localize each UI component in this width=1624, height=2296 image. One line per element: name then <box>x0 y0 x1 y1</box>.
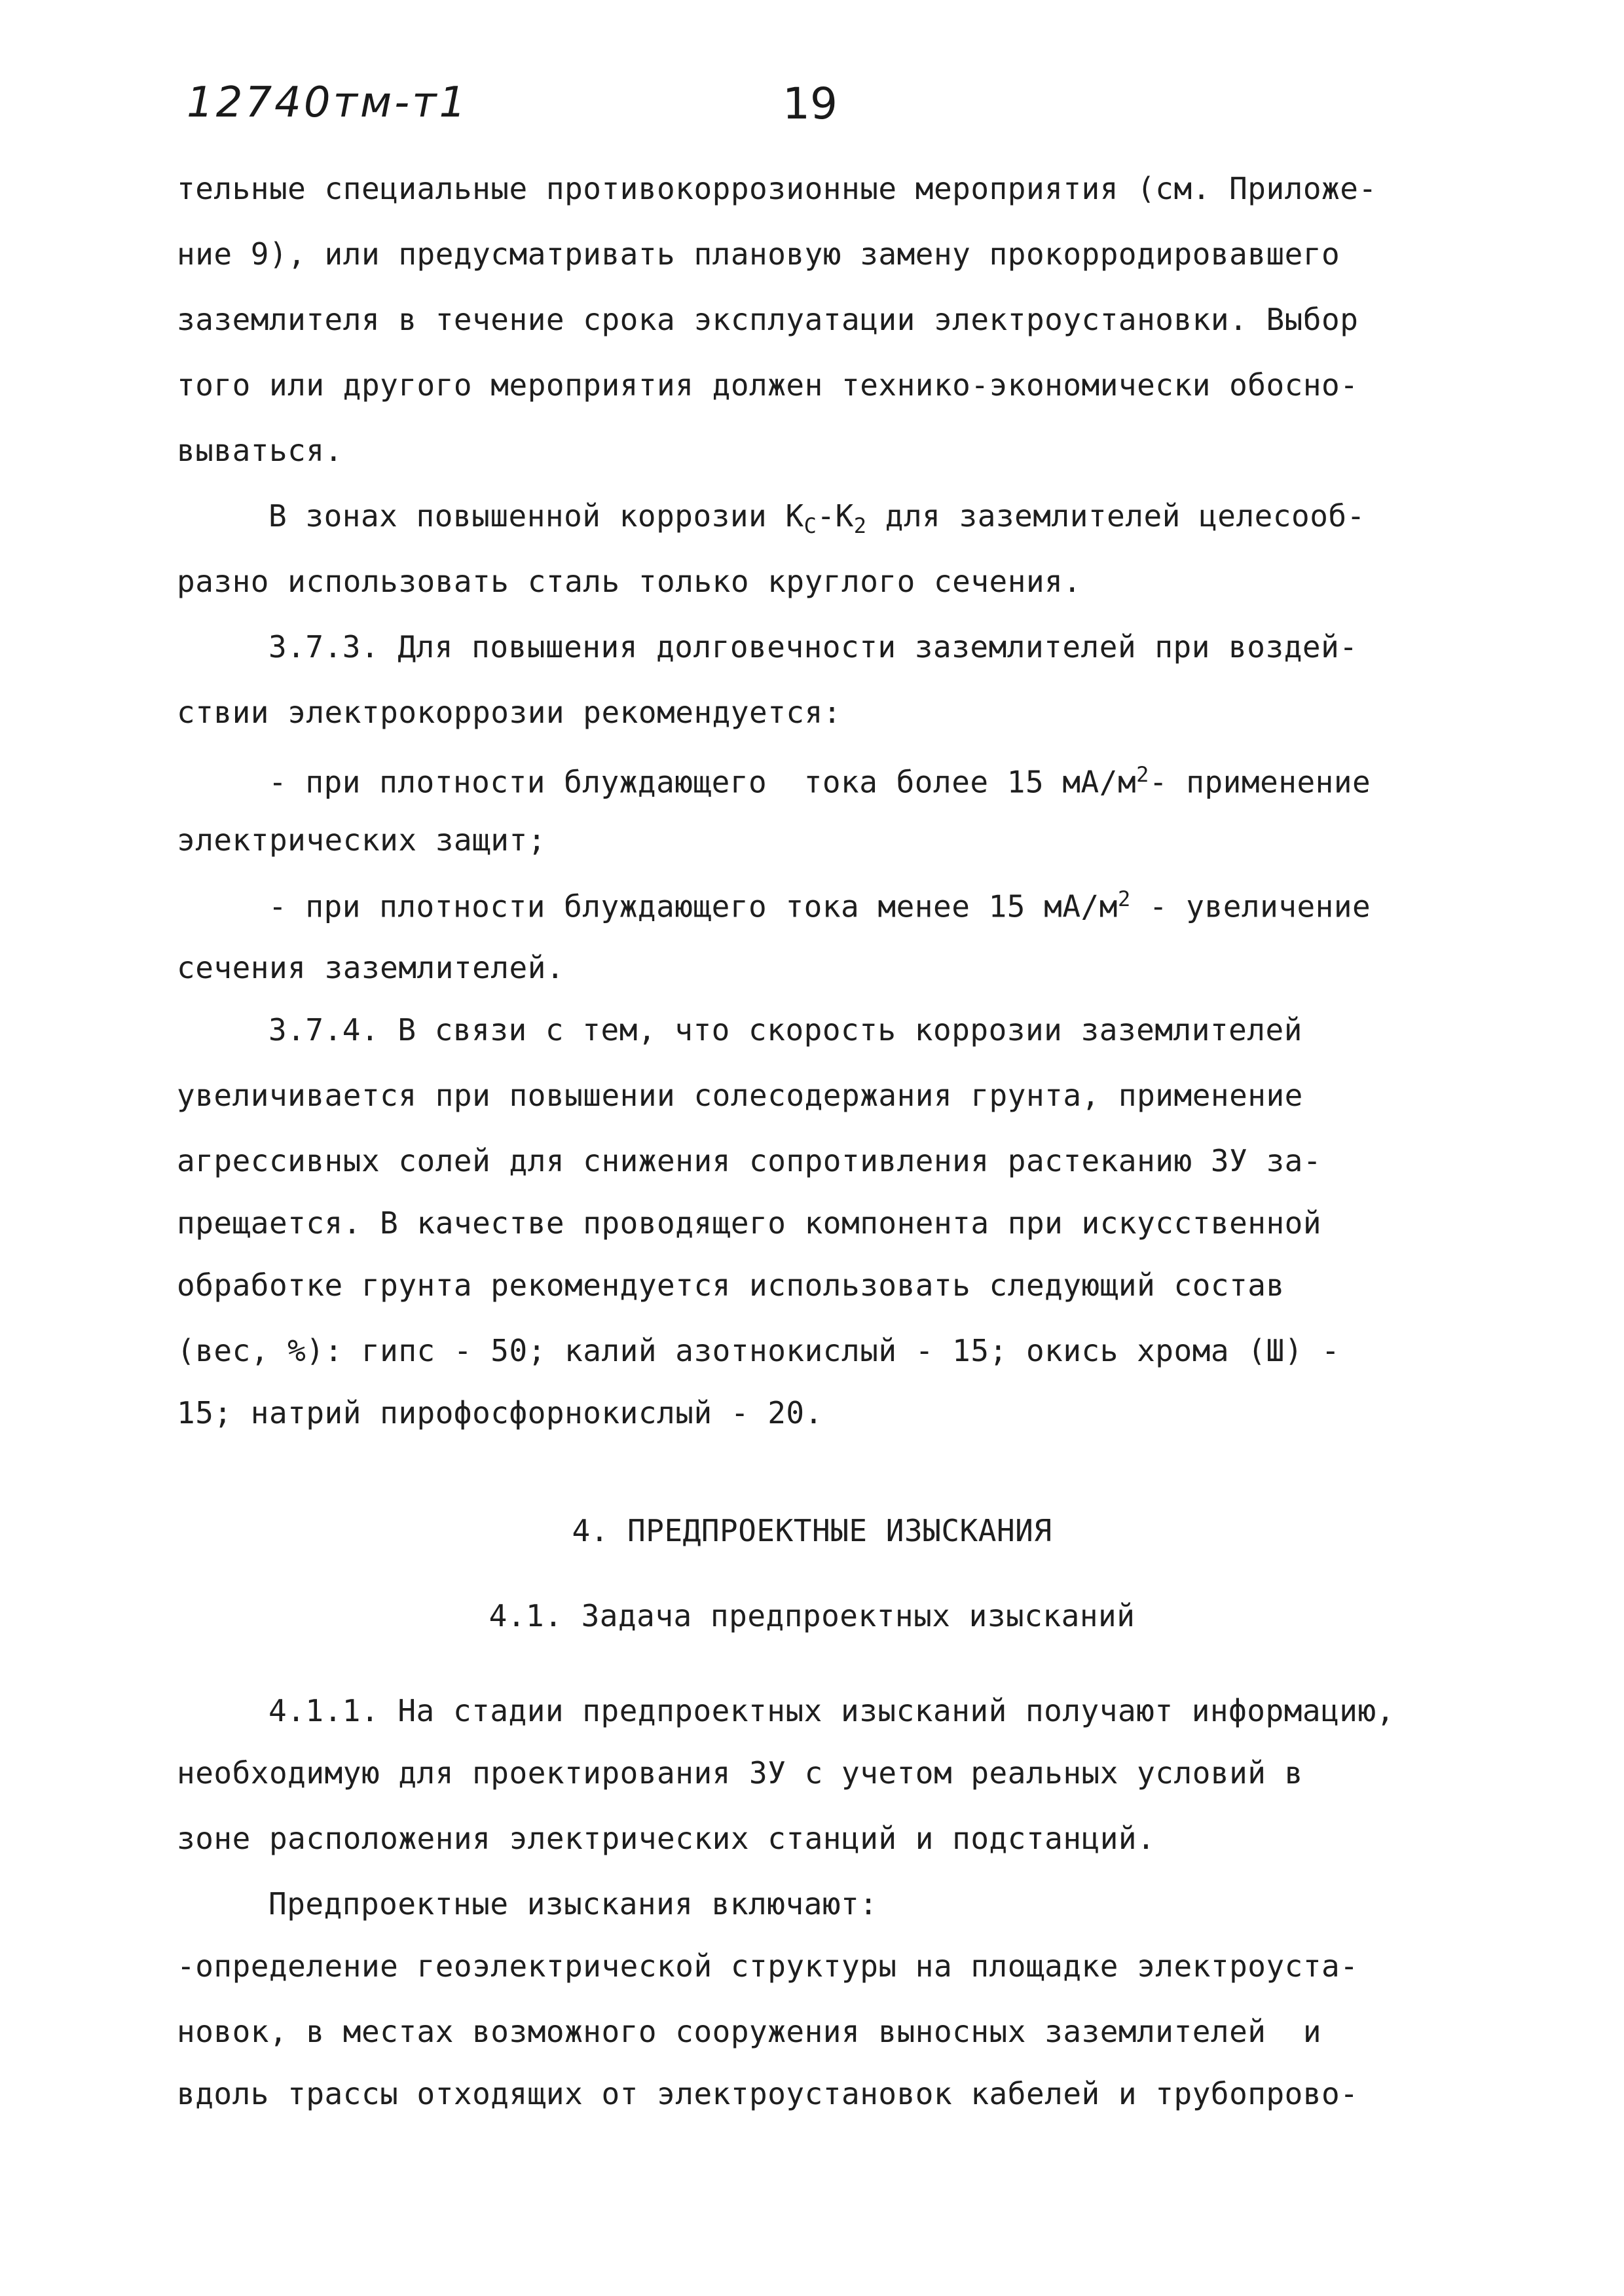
text-line: прещается. В качестве проводящего компонента при искусственной <box>177 1205 1322 1241</box>
text-line: необходимую для проектирования ЗУ с учетом реальных условий в <box>177 1755 1303 1791</box>
superscript: 2 <box>1136 762 1149 787</box>
text-segment: - при плотности блуждающего тока менее 15 мА/м <box>268 888 1118 924</box>
text-line <box>268 881 1371 924</box>
text-line <box>268 756 1371 800</box>
text-line: (вес, %): гипс - 50; калий азотнокислый - 15; окись хрома (Ш) - <box>177 1333 1340 1368</box>
text-line: ствии электрокоррозии рекомендуется: <box>177 695 841 730</box>
text-segment: для заземлителей целесооб- <box>866 498 1365 534</box>
text-line <box>268 498 1365 544</box>
text-line: разно использовать сталь только круглого сечения. <box>177 564 1082 599</box>
subscript: 2 <box>853 513 867 539</box>
text-line: обработке грунта рекомендуется использовать следующий состав <box>177 1267 1285 1303</box>
text-segment: - при плотности блуждающего тока более 15 мА/м <box>268 764 1137 800</box>
text-segment: В зонах повышенной коррозии К <box>268 498 804 534</box>
document-code: 12740тм-т1 <box>187 79 469 127</box>
text-line: электрических защит; <box>177 822 546 858</box>
text-line: зоне расположения электрических станций и подстанций. <box>177 1821 1156 1856</box>
text-line: вдоль трассы отходящих от электроустановок кабелей и трубопрово- <box>177 2076 1359 2111</box>
text-segment: - увеличение <box>1130 888 1371 924</box>
text-segment: - применение <box>1149 764 1371 800</box>
text-line: того или другого мероприятия должен технико-экономически обосно- <box>177 367 1359 403</box>
text-line: новок, в местах возможного сооружения выносных заземлителей и <box>177 2014 1322 2049</box>
text-line: 3.7.3. Для повышения долговечности заземлителей при воздей- <box>268 629 1358 665</box>
section-heading: 4. ПРЕДПРОЕКТНЫЕ ИЗЫСКАНИЯ <box>572 1513 1052 1548</box>
text-line: 4.1.1. На стадии предпроектных изысканий получают информацию, <box>268 1693 1395 1728</box>
subsection-heading: 4.1. Задача предпроектных изысканий <box>489 1598 1135 1633</box>
text-line: -определение геоэлектрической структуры на площадке электроуста- <box>177 1948 1359 1984</box>
text-line: сечения заземлителей. <box>177 950 565 985</box>
superscript: 2 <box>1117 886 1131 911</box>
text-line: вываться. <box>177 433 343 468</box>
text-line: ние 9), или предусматривать плановую замену прокорродировавшего <box>177 236 1340 272</box>
text-line: Предпроектные изыскания включают: <box>268 1886 878 1922</box>
text-line: увеличивается при повышении солесодержания грунта, применение <box>177 1078 1303 1113</box>
page-number: 19 <box>783 79 838 129</box>
text-line: заземлителя в течение срока эксплуатации электроустановки. Выбор <box>177 302 1359 337</box>
subscript: С <box>803 513 817 539</box>
text-line: тельные специальные противокоррозионные мероприятия (см. Приложе- <box>177 171 1377 206</box>
text-segment: -К <box>817 498 854 534</box>
text-line: 3.7.4. В связи с тем, что скорость коррозии заземлителей <box>268 1012 1302 1048</box>
text-line: 15; натрий пирофосфорнокислый - 20. <box>177 1395 823 1430</box>
text-line: агрессивных солей для снижения сопротивления растеканию ЗУ за- <box>177 1143 1322 1178</box>
